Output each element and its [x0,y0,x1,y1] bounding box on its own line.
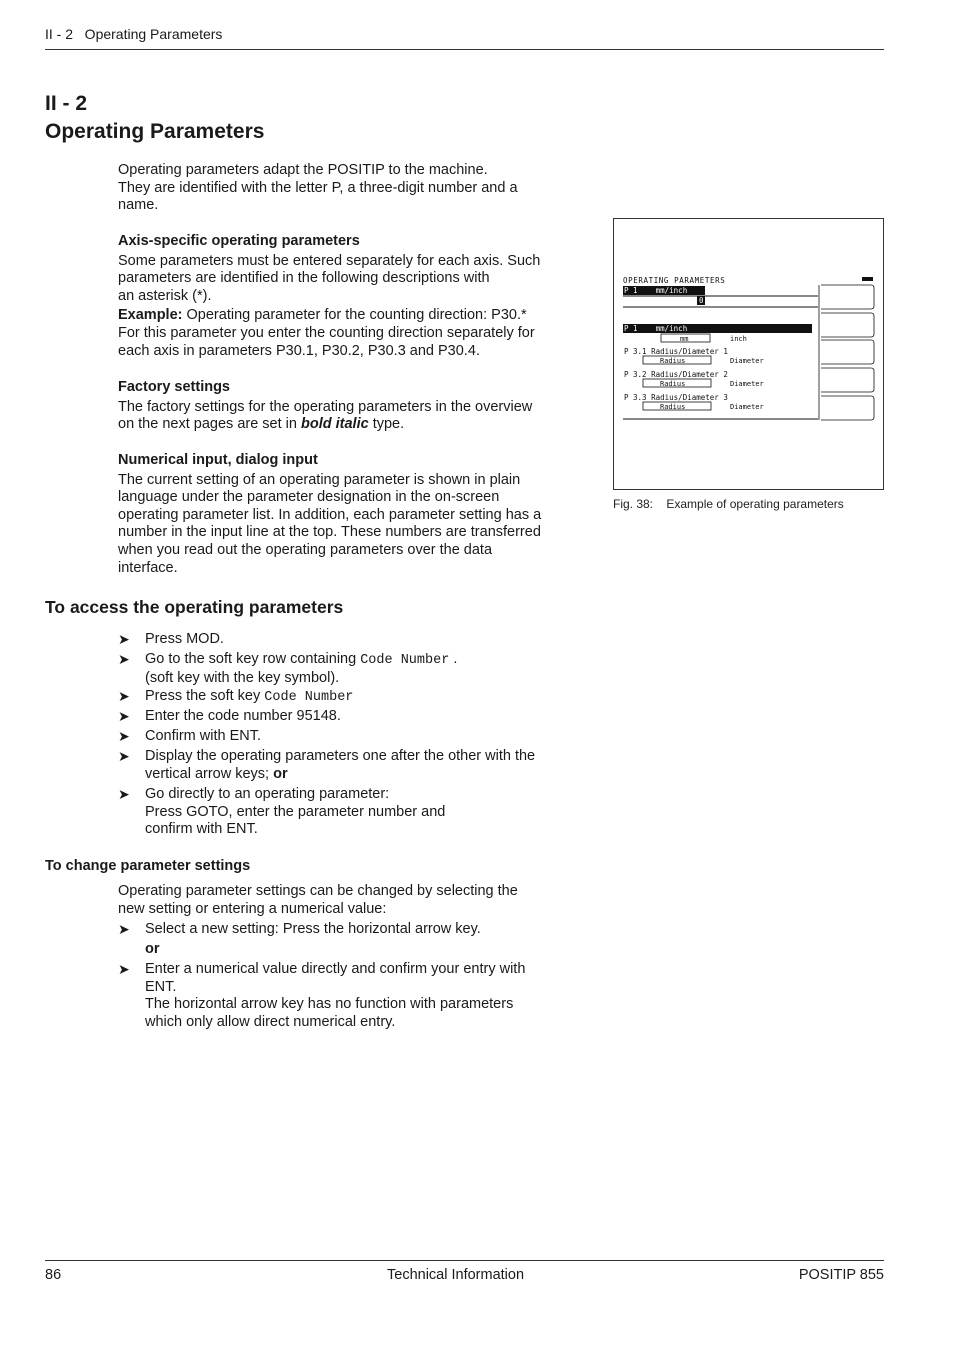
bullet-arrow-icon: ➤ [118,748,130,764]
option-selected: Radius [660,357,686,365]
bullet-arrow-icon: ➤ [118,708,130,724]
footer-product: POSITIP 855 [798,1267,884,1283]
text-line: confirm with ENT. [145,821,258,838]
softkey [821,340,874,364]
text-line: The current setting of an operating parameter is shown in plain [118,471,521,488]
subheading: Numerical input, dialog input [118,452,318,468]
softkey-code: Code Number [264,690,354,705]
softkey [821,396,874,420]
footer-rule [45,1260,884,1261]
text-line: Operating parameters adapt the POSITIP to the machine. [118,162,488,178]
softkey-code: Code Number [360,653,450,668]
text-line: Press GOTO, enter the parameter number and [145,803,446,820]
text-line: They are identified with the letter P, a three-digit number and a [118,179,518,196]
emphasis-text: bold italic [301,416,369,433]
input-value: 0 [699,296,704,305]
change-heading: To change parameter settings [45,858,251,874]
bullet-arrow-icon: ➤ [118,651,130,667]
intro-paragraph [118,162,598,215]
screen-title: OPERATING PARAMETERS [623,276,726,285]
option-selected: Radius [660,403,686,411]
example-text: Operating parameter for the counting direction: P30.* [182,307,527,324]
access-heading: To access the operating parameters [45,597,344,617]
or-text: or [145,940,160,957]
text-fragment: on the next pages are set in [118,416,301,433]
text-line: which only allow direct numerical entry. [145,1013,396,1030]
text-line: The horizontal arrow key has no function with parameters [145,996,514,1013]
step-text [145,786,600,839]
example-line [118,307,598,325]
section-title: Operating Parameters [45,120,265,143]
text-line: Operating parameter settings can be changed by selecting the [118,883,518,899]
text-line [118,416,598,434]
text-line: Select a new setting: Press the horizontal arrow key. [145,921,481,937]
option-alt: Diameter [730,403,764,411]
text-line: Display the operating parameters one after the other with the [145,748,536,764]
factory-settings-section [118,379,598,434]
option-alt: Diameter [730,380,764,388]
subheading: Axis-specific operating parameters [118,233,360,249]
text-line: parameters are identified in the following descriptions with [118,270,490,287]
screen-illustration [614,219,883,489]
text-line: an asterisk (*). [118,287,212,304]
numerical-input-section [118,452,598,577]
text-line: number in the input line at the top. These numbers are transferred [118,524,541,541]
figure-screen [613,218,884,490]
text-line: The factory settings for the operating parameters in the overview [118,398,533,415]
text-fragment: Press the soft key [145,688,265,704]
step-text: Confirm with ENT. [145,728,262,744]
option-alt: inch [730,335,747,343]
example-label: Example: [118,307,183,324]
step-text [145,651,600,687]
step-text: Enter the code number 95148. [145,708,341,724]
input-param: P 1 mm/inch [624,286,688,295]
param-row-label: P 1 mm/inch [624,324,688,333]
bullet-arrow-icon: ➤ [118,688,130,704]
change-intro [118,883,598,918]
page-title [45,90,264,146]
running-header: II - 2 Operating Parameters [45,26,223,42]
or-text: or [273,765,288,782]
section-number: II - 2 [45,92,88,115]
bullet-arrow-icon: ➤ [118,631,130,647]
text-line: language under the parameter designation in the on-screen [118,489,500,506]
text-line: name. [118,197,159,214]
page-number: 86 [45,1267,62,1283]
softkey [821,368,874,392]
option-alt: Diameter [730,357,764,365]
text-line: Some parameters must be entered separately for each axis. Such [118,252,541,269]
bullet-arrow-icon: ➤ [118,728,130,744]
text-line: (soft key with the key symbol). [145,669,340,686]
text-fragment: . [449,651,458,667]
text-fragment: type. [368,416,405,433]
bullet-arrow-icon: ➤ [118,786,130,802]
text-line: For this parameter you enter the counting direction separately for [118,324,535,341]
text-line: interface. [118,559,178,576]
axis-specific-section [118,233,598,360]
bullet-arrow-icon: ➤ [118,921,130,937]
text-line: when you read out the operating parameters over the data [118,541,493,558]
text-line: each axis in parameters P30.1, P30.2, P30.3 and P30.4. [118,342,480,359]
header-rule [45,49,884,50]
step-text [145,688,600,707]
subheading: Factory settings [118,379,230,395]
text-fragment: vertical arrow keys; [145,765,274,782]
text-line: ENT. [145,978,177,995]
softkey [821,313,874,337]
text-line: new setting or entering a numerical value: [118,900,387,917]
param-row-label: P 3.3 Radius/Diameter 3 [624,393,728,402]
battery-icon [862,277,873,281]
param-row-label: P 3.1 Radius/Diameter 1 [624,347,728,356]
text-line: operating parameter list. In addition, each parameter setting has a [118,506,542,523]
option-selected: mm [680,335,689,343]
step-text [145,961,600,1031]
option-selected: Radius [660,380,686,388]
param-row-label: P 3.2 Radius/Diameter 2 [624,370,728,379]
text-line: Go directly to an operating parameter: [145,786,390,802]
bullet-arrow-icon: ➤ [118,961,130,977]
step-text [145,921,600,958]
figure-caption: Fig. 38: Example of operating parameters [613,497,844,511]
footer-section: Technical Information [387,1267,525,1283]
text-line: Enter a numerical value directly and confirm your entry with [145,961,526,977]
step-text: Press MOD. [145,631,224,647]
step-text [145,748,600,783]
softkey [821,285,874,309]
text-fragment: Go to the soft key row containing [145,651,361,667]
